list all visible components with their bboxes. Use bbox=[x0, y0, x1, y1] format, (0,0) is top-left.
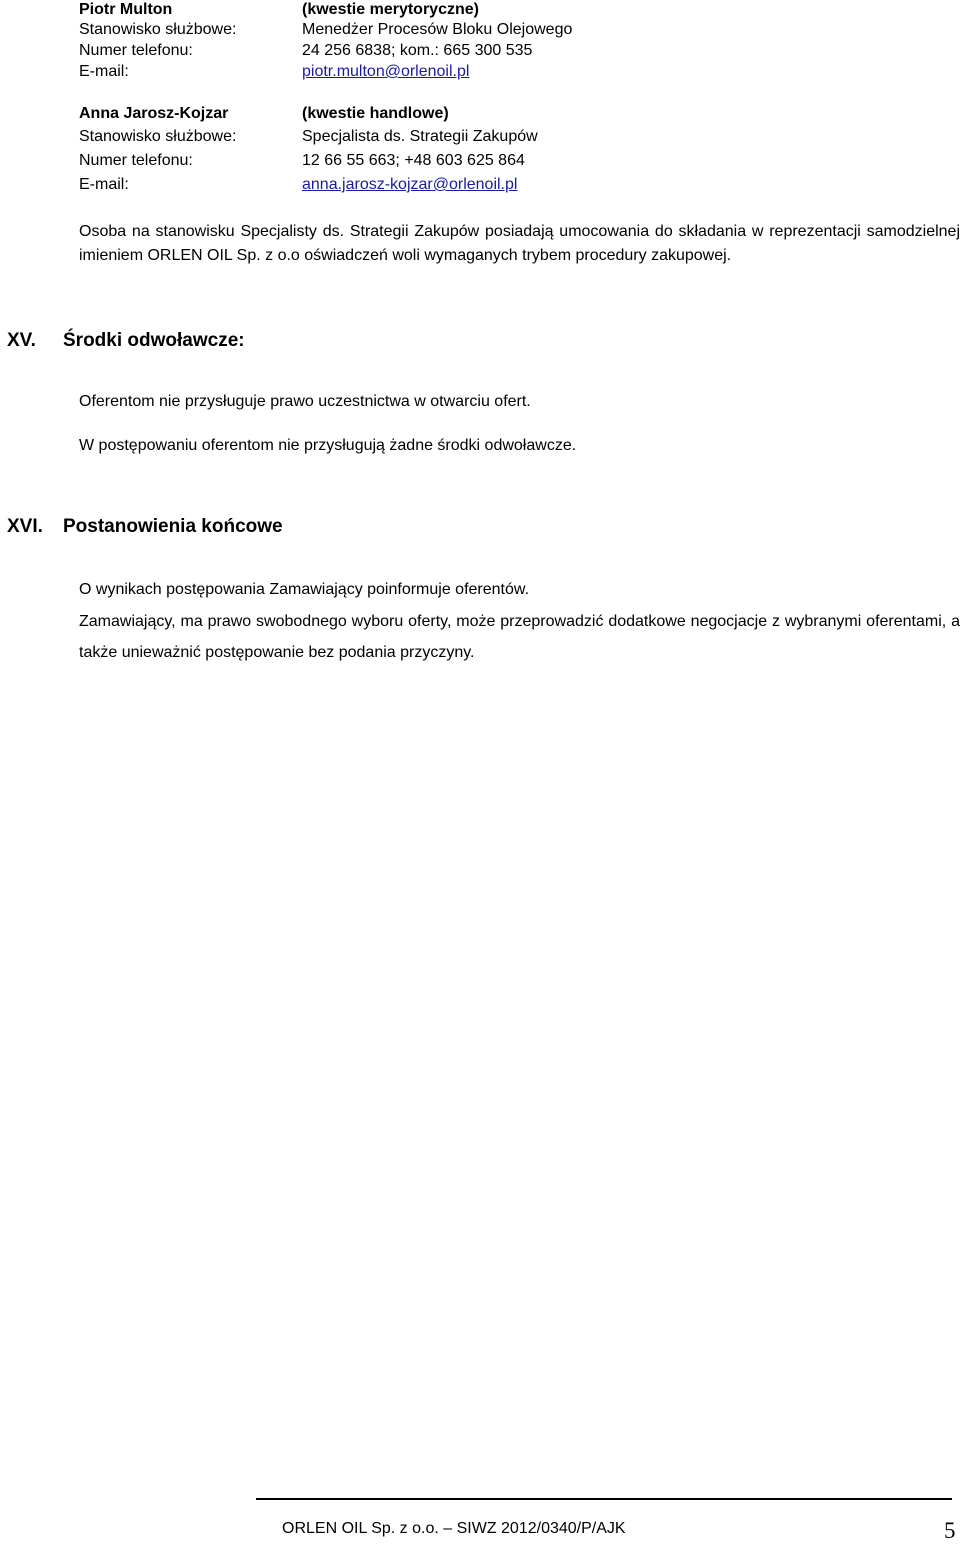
footer-text: ORLEN OIL Sp. z o.o. – SIWZ 2012/0340/P/AJK bbox=[282, 1520, 626, 1537]
email-label: E-mail: bbox=[79, 176, 129, 193]
position-label: Stanowisko służbowe: bbox=[79, 21, 237, 38]
email-label: E-mail: bbox=[79, 63, 129, 80]
contact-name: Piotr Multon bbox=[79, 1, 173, 18]
section-xvi-paragraph-2: Zamawiający, ma prawo swobodnego wyboru oferty, może przeprowadzić dodatkowe negocjacje z wybranymi oferentami, a także unieważnić postępowanie bez podania przyczyny. bbox=[79, 613, 960, 661]
email-link[interactable]: piotr.multon@orlenoil.pl bbox=[302, 63, 470, 80]
phone-value: 12 66 55 663; +48 603 625 864 bbox=[302, 152, 525, 169]
section-xv-title-text: Środki odwoławcze: bbox=[63, 330, 245, 351]
section-xv-paragraph-1: Oferentom nie przysługuje prawo uczestnictwa w otwarciu ofert. bbox=[79, 393, 531, 410]
section-xv-number: XV. bbox=[7, 330, 36, 351]
phone-label: Numer telefonu: bbox=[79, 152, 193, 169]
section-xv-title bbox=[63, 329, 245, 353]
position-value: Menedżer Procesów Bloku Olejowego bbox=[302, 21, 573, 38]
contact-name: Anna Jarosz-Kojzar bbox=[79, 105, 229, 122]
section-xv-paragraph-2: W postępowaniu oferentom nie przysługują żadne środki odwoławcze. bbox=[79, 437, 577, 454]
contact-scope: (kwestie handlowe) bbox=[302, 105, 449, 122]
phone-value: 24 256 6838; kom.: 665 300 535 bbox=[302, 42, 533, 59]
email-link[interactable]: anna.jarosz-kojzar@orlenoil.pl bbox=[302, 176, 518, 193]
section-xvi-title: Postanowienia końcowe bbox=[63, 516, 283, 537]
page-number: 5 bbox=[944, 1518, 956, 1543]
contact-scope: (kwestie merytoryczne) bbox=[302, 1, 479, 18]
section-xvi-paragraph-1: O wynikach postępowania Zamawiający poinformuje oferentów. bbox=[79, 581, 530, 598]
footer-divider bbox=[256, 1498, 952, 1500]
phone-label: Numer telefonu: bbox=[79, 42, 193, 59]
position-value: Specjalista ds. Strategii Zakupów bbox=[302, 128, 538, 145]
position-label: Stanowisko służbowe: bbox=[79, 128, 237, 145]
section-xvi-number: XVI. bbox=[7, 516, 43, 537]
authorization-note: Osoba na stanowisku Specjalisty ds. Strategii Zakupów posiadają umocowania do składania w reprezentacji samodzielnej imieniem ORLEN OIL Sp. z o.o oświadczeń woli wymaganych trybem procedury zakupowej. bbox=[79, 223, 960, 264]
